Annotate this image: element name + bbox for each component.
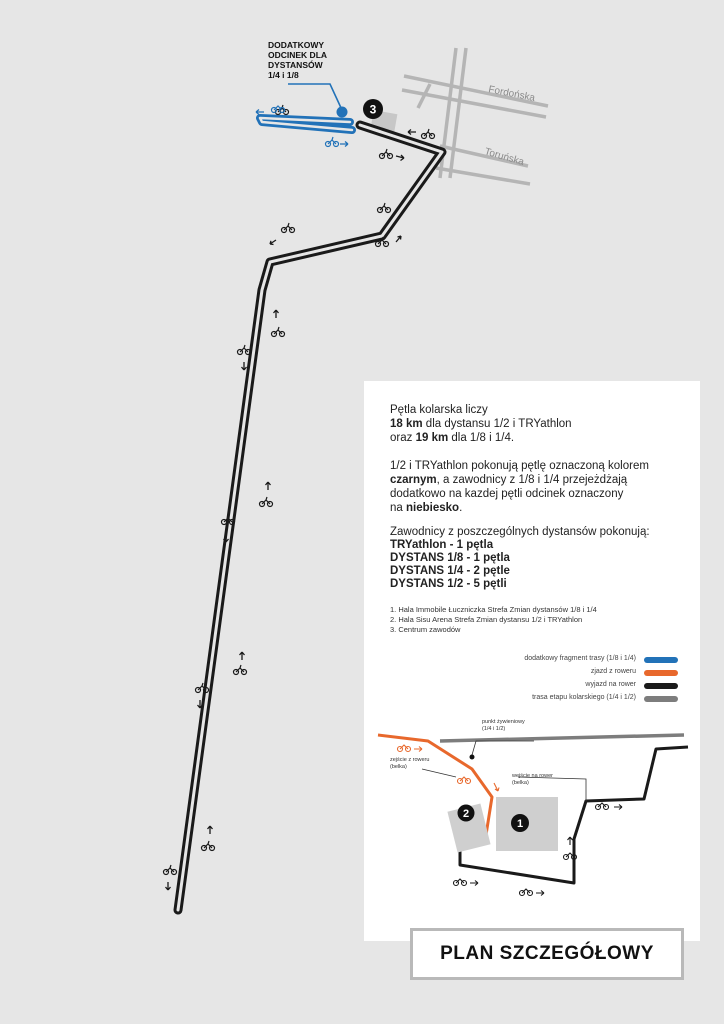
arrow-icon bbox=[414, 747, 422, 752]
legend-swatch bbox=[644, 683, 678, 689]
note-1: 1. Hala Immobile Łuczniczka Strefa Zmian dystansów 1/8 i 1/4 bbox=[390, 605, 597, 614]
arrow-icon bbox=[568, 837, 573, 845]
color-line-1: 1/2 i TRYathlon pokonują pętlę oznaczoną kolorem bbox=[390, 460, 649, 472]
distances-intro: Zawodnicy z poszczególnych dystansów pokonują: bbox=[390, 526, 650, 538]
loop-km-19: 19 km bbox=[415, 432, 449, 444]
street-label-fordonska: Fordońska bbox=[487, 84, 536, 104]
legend-row bbox=[364, 655, 678, 665]
info-panel bbox=[364, 381, 700, 941]
arrow-icon bbox=[242, 362, 247, 370]
color-explanation-text bbox=[390, 459, 690, 515]
cyclist-icon bbox=[596, 803, 609, 810]
marker-3-label: 3 bbox=[369, 102, 377, 117]
detail-plan bbox=[364, 711, 700, 911]
loop-line-3 bbox=[390, 431, 690, 445]
cyclist-icon bbox=[202, 841, 215, 851]
cyclist-icon bbox=[272, 327, 285, 337]
legend-label: dodatkowy fragment trasy (1/8 i 1/4) bbox=[524, 655, 636, 662]
loop-line-1: Pętla kolarska liczy bbox=[390, 404, 488, 416]
color-black-word: czarnym bbox=[390, 474, 437, 486]
plan-title: PLAN SZCZEGÓŁOWY bbox=[440, 943, 654, 964]
cyclist-icon bbox=[398, 745, 411, 752]
arrow-icon bbox=[274, 310, 279, 318]
cyclist-icon bbox=[520, 889, 533, 896]
distance-1-2: DYSTANS 1/2 - 5 pętli bbox=[390, 578, 507, 590]
legend-label: wyjazd na rower bbox=[585, 681, 636, 688]
loop-line-2 bbox=[390, 417, 690, 431]
cyclist-icon bbox=[282, 223, 295, 233]
extra-section-label-line: DODATKOWY bbox=[268, 40, 325, 50]
legend-swatch bbox=[644, 657, 678, 663]
dismount-line: zejście z roweru bbox=[390, 757, 430, 763]
legend-label: trasa etapu kolarskiego (1/4 i 1/2) bbox=[532, 694, 636, 701]
extra-section-label-line: 1/4 i 1/8 bbox=[268, 70, 299, 80]
legend-label: zjazd z roweru bbox=[590, 668, 636, 675]
legend-row bbox=[364, 694, 678, 704]
cyclist-icon bbox=[380, 149, 393, 159]
arrow-icon bbox=[208, 826, 213, 834]
arrow-icon bbox=[536, 891, 544, 896]
cyclist-icon bbox=[458, 777, 471, 784]
marker-2-label: 2 bbox=[462, 808, 470, 820]
stage-route-line bbox=[440, 735, 684, 741]
plan-title-box bbox=[410, 928, 684, 980]
feed-station-dot bbox=[470, 755, 475, 760]
cyclist-icon bbox=[378, 203, 391, 213]
extra-section-label-line: DYSTANSÓW bbox=[268, 60, 323, 70]
arrow-icon bbox=[614, 805, 622, 810]
cyclist-icon bbox=[422, 129, 435, 139]
mount-label bbox=[512, 773, 553, 786]
arrow-icon bbox=[408, 130, 416, 135]
arrow-icon bbox=[266, 482, 271, 490]
color-line-2-rest: , a zawodnicy z 1/8 i 1/4 przejeżdżają bbox=[436, 474, 628, 486]
cyclist-icon bbox=[260, 497, 273, 507]
loop-or: oraz bbox=[390, 432, 416, 444]
marker-1-label: 1 bbox=[516, 818, 524, 830]
arrow-icon bbox=[240, 652, 245, 660]
color-dot: . bbox=[459, 502, 463, 514]
legend-row bbox=[364, 681, 678, 691]
extra-section-label bbox=[268, 40, 327, 80]
arrow-icon bbox=[494, 783, 499, 791]
legend-row bbox=[364, 668, 678, 678]
cyclist-icon bbox=[234, 665, 247, 675]
cyclist-icon bbox=[164, 865, 177, 875]
dismount-line: (belka) bbox=[390, 763, 407, 770]
color-blue-word: niebiesko bbox=[406, 502, 460, 514]
color-line-2 bbox=[390, 473, 690, 487]
arrow-icon bbox=[396, 155, 404, 161]
arrow-icon bbox=[470, 881, 478, 886]
dismount-pointer bbox=[422, 769, 456, 777]
cyclist-icon bbox=[454, 879, 467, 886]
color-na: na bbox=[390, 502, 406, 514]
feed-station-line: punkt żywieniowy bbox=[482, 719, 525, 725]
loop-line-3-rest: dla 1/8 i 1/4. bbox=[448, 432, 515, 444]
feed-station-line: (1/4 i 1/2) bbox=[482, 725, 506, 732]
arrow-icon bbox=[340, 142, 348, 147]
note-3: 3. Centrum zawodów bbox=[390, 625, 461, 634]
extra-section-label-line: ODCINEK DLA bbox=[268, 50, 328, 60]
loop-km-18: 18 km bbox=[390, 418, 423, 430]
legend-swatch bbox=[644, 696, 678, 702]
extra-section-dot bbox=[337, 107, 348, 118]
arrow-icon bbox=[256, 110, 264, 115]
detail-pointer-feed bbox=[472, 741, 534, 755]
distances-block bbox=[390, 525, 690, 591]
arrow-icon bbox=[396, 236, 401, 242]
color-line-3: dodatkowo na kazdej pętli odcinek oznaczony bbox=[390, 488, 624, 500]
legend bbox=[364, 655, 700, 705]
arrow-icon bbox=[270, 240, 276, 245]
distance-1-8: DYSTANS 1/8 - 1 pętla bbox=[390, 552, 510, 564]
cyclist-icon bbox=[326, 137, 339, 147]
color-line-4 bbox=[390, 501, 690, 515]
dismount-label bbox=[390, 757, 429, 770]
feed-station-label bbox=[482, 719, 525, 732]
notes-block bbox=[390, 605, 690, 635]
loop-length-text bbox=[390, 403, 690, 445]
arrow-icon bbox=[166, 882, 171, 890]
mount-line: (belka) bbox=[512, 779, 529, 786]
loop-line-2-rest: dla dystansu 1/2 i TRYathlon bbox=[422, 418, 572, 430]
distance-tryathlon: TRYathlon - 1 pętla bbox=[390, 539, 494, 551]
distance-1-4: DYSTANS 1/4 - 2 pętle bbox=[390, 565, 510, 577]
mount-line: wejście na rower bbox=[512, 773, 553, 779]
street-label-torunska: Toruńska bbox=[483, 146, 526, 169]
extra-section-pointer bbox=[288, 84, 342, 110]
mount-route bbox=[460, 747, 688, 883]
note-2: 2. Hala Sisu Arena Strefa Zmian dystansu 1/2 i TRYathlon bbox=[390, 615, 583, 624]
street-grid bbox=[402, 48, 548, 184]
legend-swatch bbox=[644, 670, 678, 676]
bike-route-extra-section bbox=[260, 118, 352, 130]
cyclist-icon bbox=[238, 345, 251, 355]
